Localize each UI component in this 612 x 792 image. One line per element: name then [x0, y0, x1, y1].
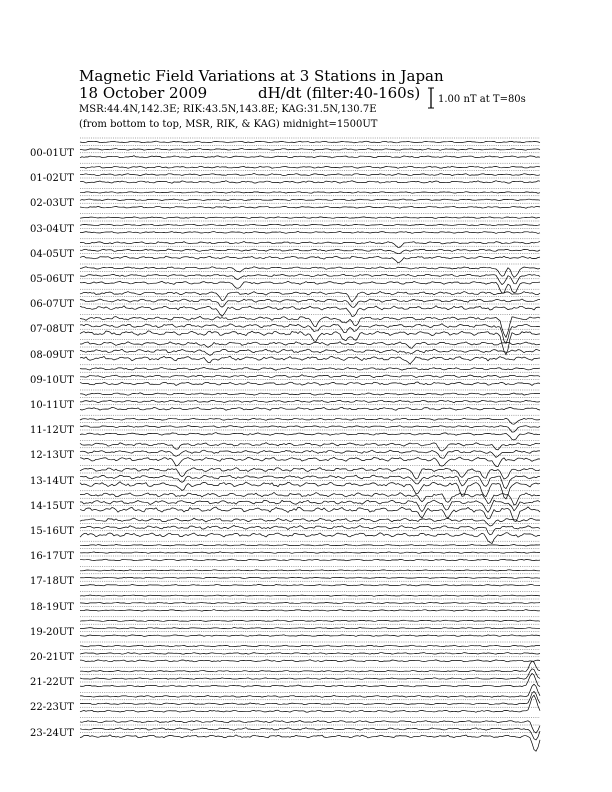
- hour-label: 21-22UT: [30, 677, 74, 689]
- kag-trace: [80, 217, 540, 219]
- hour-label: 05-06UT: [30, 274, 74, 285]
- hour-row: [80, 718, 540, 752]
- hour-row: [80, 684, 540, 712]
- hour-label: 10-11UT: [30, 400, 74, 411]
- kag-trace: [80, 393, 540, 396]
- msr-trace: [80, 407, 540, 410]
- hour-row: [80, 642, 540, 662]
- rik-trace: [80, 728, 540, 740]
- msr-trace: [80, 660, 540, 662]
- hour-row: [80, 239, 540, 263]
- hour-label: 14-15UT: [30, 500, 74, 512]
- hour-label: 08-09UT: [30, 349, 74, 361]
- rik-trace: [80, 500, 540, 512]
- hour-row: [80, 264, 540, 293]
- kag-trace: [80, 192, 540, 194]
- hour-row: [80, 188, 540, 208]
- hour-label: 12-13UT: [30, 450, 74, 462]
- kag-trace: [80, 242, 540, 248]
- msr-trace: [80, 673, 540, 687]
- hour-label: 18-19UT: [30, 601, 74, 613]
- msr-trace: [80, 281, 540, 293]
- hour-row: [80, 390, 540, 410]
- hour-row: [80, 491, 540, 522]
- hour-label: 13-14UT: [30, 475, 74, 487]
- station-order-note: (from bottom to top, MSR, RIK, & KAG) midnight=1500UT: [79, 119, 378, 130]
- rik-trace: [80, 224, 540, 226]
- hour-label: 09-10UT: [30, 374, 74, 386]
- msr-trace: [80, 559, 540, 561]
- hour-label: 20-21UT: [30, 652, 74, 663]
- kag-trace: [80, 595, 540, 596]
- hour-label: 15-16UT: [30, 526, 74, 537]
- hour-row: [80, 516, 540, 544]
- chart-quantity: dH/dt (filter:40-160s): [258, 84, 421, 102]
- scale-bar-label: 1.00 nT at T=80s: [438, 94, 526, 105]
- hour-label: 00-01UT: [30, 148, 74, 159]
- kag-trace: [80, 267, 540, 278]
- kag-trace: [80, 492, 540, 505]
- msr-trace: [80, 585, 540, 587]
- rik-trace: [80, 552, 540, 554]
- rik-trace: [80, 669, 540, 680]
- hour-row: [80, 415, 540, 440]
- hour-label: 02-03UT: [30, 198, 74, 210]
- hour-row: [80, 365, 540, 386]
- hour-label: 07-08UT: [30, 324, 74, 336]
- hour-label: 17-18UT: [30, 576, 74, 588]
- msr-trace: [80, 457, 540, 467]
- kag-trace: [80, 166, 540, 168]
- station-coordinates: MSR:44.4N,142.3E; RIK:43.5N,143.8E; KAG:31.5N,130.7E: [79, 104, 377, 115]
- hour-label: 03-04UT: [30, 223, 74, 235]
- msr-trace: [80, 156, 540, 158]
- hour-row: [80, 138, 540, 158]
- hour-row: [80, 214, 540, 234]
- chart-title: Magnetic Field Variations at 3 Stations in Japan: [79, 67, 444, 85]
- msr-trace: [80, 635, 540, 637]
- rik-trace: [80, 450, 540, 458]
- rik-trace: [80, 653, 540, 655]
- rik-trace: [80, 577, 540, 578]
- hour-label: 01-02UT: [30, 173, 74, 185]
- msr-trace: [80, 382, 540, 386]
- msr-trace: [80, 610, 540, 612]
- rik-trace: [80, 691, 540, 704]
- rik-trace: [80, 602, 540, 603]
- msr-trace: [80, 306, 540, 317]
- rik-trace: [80, 274, 540, 285]
- kag-trace: [80, 661, 540, 672]
- rik-trace: [80, 149, 540, 151]
- rik-trace: [80, 249, 540, 254]
- msr-trace: [80, 735, 540, 751]
- msr-trace: [80, 356, 540, 364]
- hour-label: 22-23UT: [30, 702, 74, 714]
- rik-trace: [80, 375, 540, 378]
- hour-row: [80, 289, 540, 316]
- rik-trace: [80, 525, 540, 534]
- kag-trace: [80, 342, 540, 349]
- hour-label: 23-24UT: [30, 727, 74, 739]
- kag-trace: [80, 545, 540, 547]
- kag-trace: [80, 721, 540, 734]
- kag-trace: [80, 645, 540, 647]
- rik-trace: [80, 475, 540, 489]
- msr-trace: [80, 231, 540, 233]
- hour-label: 19-20UT: [30, 626, 74, 638]
- kag-trace: [80, 518, 540, 526]
- hour-row: [80, 617, 540, 637]
- msr-trace: [80, 433, 540, 440]
- hour-row: [80, 440, 540, 466]
- kag-trace: [80, 620, 540, 621]
- kag-trace: [80, 570, 540, 571]
- rik-trace: [80, 174, 540, 176]
- hour-label: 16-17UT: [30, 551, 74, 563]
- hour-row: [80, 566, 540, 586]
- kag-trace: [80, 418, 540, 424]
- kag-trace: [80, 368, 540, 371]
- hour-label: 04-05UT: [30, 248, 74, 260]
- rik-trace: [80, 199, 540, 201]
- kag-trace: [80, 141, 540, 143]
- msr-trace: [80, 206, 540, 208]
- scale-bar: [428, 88, 434, 108]
- msr-trace: [80, 181, 540, 184]
- kag-trace: [80, 443, 540, 451]
- rik-trace: [80, 628, 540, 629]
- hour-label: 06-07UT: [30, 299, 74, 311]
- chart-date: 18 October 2009: [79, 84, 208, 102]
- msr-trace: [80, 256, 540, 263]
- hour-row: [80, 163, 540, 183]
- hour-row: [80, 340, 540, 365]
- msr-trace: [80, 533, 540, 544]
- rik-trace: [80, 400, 540, 403]
- hour-row: [80, 661, 540, 687]
- hour-row: [80, 314, 540, 354]
- hour-row: [80, 541, 540, 561]
- hour-label: 11-12UT: [30, 425, 74, 437]
- rik-trace: [80, 426, 540, 433]
- hour-row: [80, 592, 540, 612]
